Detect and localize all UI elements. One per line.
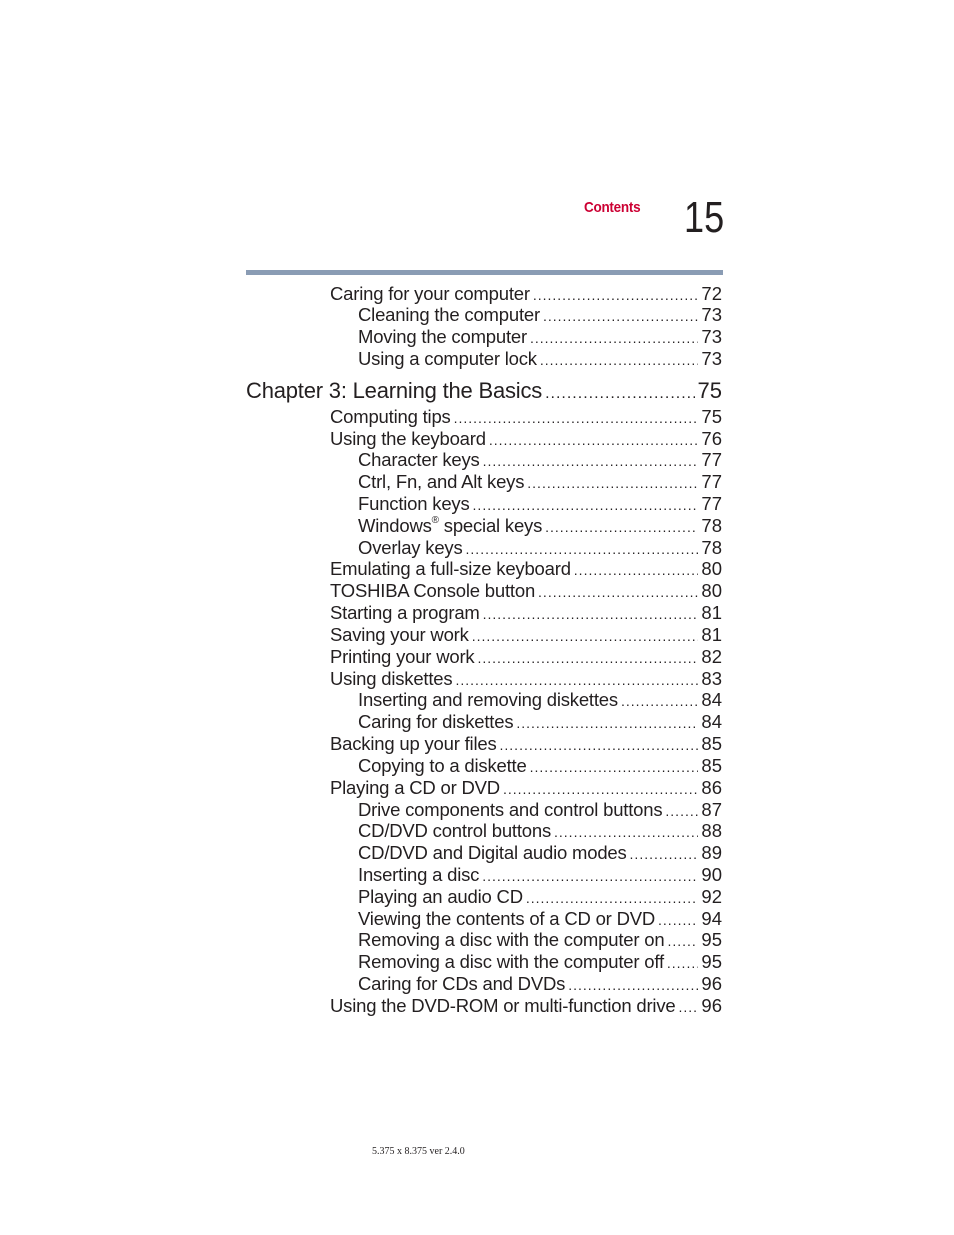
footer-version: 5.375 x 8.375 ver 2.4.0 xyxy=(372,1146,465,1157)
dot-leader xyxy=(483,603,699,625)
toc-entry-page: 73 xyxy=(701,326,722,347)
toc-entry-title xyxy=(330,558,571,580)
toc-entry-title xyxy=(330,733,497,755)
toc-entry[interactable] xyxy=(358,842,722,864)
toc-entry[interactable] xyxy=(358,449,722,471)
toc-entry-page: 82 xyxy=(701,646,722,667)
toc-entry-page: 73 xyxy=(701,348,722,369)
toc-entry-title-text: Caring for diskettes xyxy=(358,711,514,732)
toc-entry[interactable] xyxy=(330,624,722,646)
dot-leader xyxy=(533,284,699,306)
toc-entry-title-text: Emulating a full-size keyboard xyxy=(330,558,571,579)
toc-entry-page: 76 xyxy=(701,428,722,449)
toc-entry-page: 78 xyxy=(701,515,722,536)
dot-leader xyxy=(568,974,698,996)
toc-entry-title-text: Computing tips xyxy=(330,406,451,427)
toc-entry-title-text: TOSHIBA Console button xyxy=(330,580,536,601)
toc-entry-title xyxy=(358,515,542,537)
dot-leader xyxy=(545,516,698,538)
toc-entry-title-text: Moving the computer xyxy=(358,326,527,347)
toc-entry-page: 81 xyxy=(701,602,722,623)
toc-entry[interactable] xyxy=(358,799,722,821)
dot-leader xyxy=(500,734,699,756)
toc-entry-page: 90 xyxy=(701,864,722,885)
toc-entry[interactable] xyxy=(358,689,722,711)
toc-entry[interactable] xyxy=(330,733,722,755)
toc-entry-title xyxy=(358,449,480,471)
dot-leader xyxy=(540,349,699,371)
toc-entry[interactable] xyxy=(330,406,722,428)
dot-leader xyxy=(483,450,699,472)
registered-mark: ® xyxy=(431,515,439,526)
toc-entry[interactable] xyxy=(358,886,722,908)
toc-entry-page: 88 xyxy=(701,820,722,841)
toc-entry-page: 75 xyxy=(697,378,722,403)
dot-leader xyxy=(527,472,698,494)
toc-entry-page: 95 xyxy=(701,951,722,972)
toc-entry[interactable] xyxy=(358,755,722,777)
dot-leader xyxy=(545,381,694,407)
toc-entry-title xyxy=(358,711,513,733)
dot-leader xyxy=(530,756,699,778)
toc-entry-page: 73 xyxy=(701,304,722,325)
dot-leader xyxy=(665,800,698,822)
toc-entry-title-text: Inserting and removing diskettes xyxy=(358,689,618,710)
toc-entry[interactable] xyxy=(358,973,722,995)
dot-leader xyxy=(543,305,698,327)
dot-leader xyxy=(473,494,699,516)
dot-leader xyxy=(678,996,698,1018)
toc-entry-page: 85 xyxy=(701,755,722,776)
toc-entry[interactable] xyxy=(330,558,722,580)
toc-entry-title xyxy=(358,348,537,370)
dot-leader xyxy=(472,625,699,647)
dot-leader xyxy=(454,407,699,429)
toc-entry-title-text: Inserting a disc xyxy=(358,864,480,885)
toc-entry-page: 92 xyxy=(701,886,722,907)
toc-entry-title xyxy=(358,755,527,777)
toc-entry-title xyxy=(358,929,664,951)
toc-entry-title-text: Using the DVD-ROM or multi-function drive xyxy=(330,995,676,1016)
toc-entry[interactable] xyxy=(358,929,722,951)
dot-leader xyxy=(530,327,698,349)
toc-entry-title-text: Cleaning the computer xyxy=(358,304,540,325)
dot-leader xyxy=(667,952,699,974)
toc-entry-title-text: Using diskettes xyxy=(330,668,453,689)
toc-entry-title xyxy=(358,951,664,973)
toc-entry-page: 95 xyxy=(701,929,722,950)
toc-entry-title-text: Playing an audio CD xyxy=(358,886,523,907)
toc-entry-title xyxy=(358,537,463,559)
toc-entry-title-text: CD/DVD and Digital audio modes xyxy=(358,842,627,863)
toc-entry[interactable] xyxy=(358,711,722,733)
toc-entry-page: 77 xyxy=(701,449,722,470)
toc-entry-title-text: Caring for CDs and DVDs xyxy=(358,973,566,994)
dot-leader xyxy=(630,843,699,865)
toc-entry[interactable] xyxy=(358,493,722,515)
dot-leader xyxy=(667,930,698,952)
toc-entry-title-text: CD/DVD control buttons xyxy=(358,820,552,841)
toc-entry[interactable] xyxy=(358,537,722,559)
page-number: 15 xyxy=(684,193,725,242)
toc-entry-page: 84 xyxy=(701,711,722,732)
toc-entry[interactable] xyxy=(358,820,722,842)
toc-entry[interactable] xyxy=(358,864,722,886)
dot-leader xyxy=(574,559,699,581)
toc-entry-title-text: Playing a CD or DVD xyxy=(330,777,500,798)
toc-entry[interactable] xyxy=(358,471,722,493)
toc-entry-page: 81 xyxy=(701,624,722,645)
toc-entry-title-text: Starting a program xyxy=(330,602,480,623)
dot-leader xyxy=(554,821,698,843)
toc-entry-title xyxy=(358,842,627,864)
toc-entry-page: 85 xyxy=(701,733,722,754)
toc-entry[interactable] xyxy=(358,908,722,930)
toc-entry-title xyxy=(330,283,530,305)
toc-entry-page: 96 xyxy=(701,995,722,1016)
dot-leader xyxy=(477,647,698,669)
toc-entry[interactable] xyxy=(358,348,722,370)
dot-leader xyxy=(503,778,698,800)
toc-entry-page: 80 xyxy=(701,558,722,579)
toc-entry-title-text: Viewing the contents of a CD or DVD xyxy=(358,908,656,929)
header-rule xyxy=(246,270,723,275)
toc-entry-title xyxy=(358,864,479,886)
dot-leader xyxy=(526,887,699,909)
toc-entry-title xyxy=(330,646,474,668)
toc-entry-page: 80 xyxy=(701,580,722,601)
toc-entry-title-text: Using a computer lock xyxy=(358,348,537,369)
toc-entry-title xyxy=(358,304,540,326)
toc-entry-page: 96 xyxy=(701,973,722,994)
toc-entry[interactable] xyxy=(330,668,722,690)
toc-entry-title-text: Printing your work xyxy=(330,646,475,667)
toc-entry-title-text: Ctrl, Fn, and Alt keys xyxy=(358,471,525,492)
toc-entry-title xyxy=(330,668,452,690)
toc-entry-page: 89 xyxy=(701,842,722,863)
toc-entry-title xyxy=(358,471,524,493)
dot-leader xyxy=(482,865,698,887)
toc-entry-title xyxy=(330,580,535,602)
toc-entry-title xyxy=(358,973,565,995)
toc-entry[interactable] xyxy=(330,580,722,602)
toc-entry-title xyxy=(358,908,655,930)
dot-leader xyxy=(621,690,698,712)
running-header-label: Contents xyxy=(584,199,641,216)
dot-leader xyxy=(489,429,699,451)
toc-entry-page: 83 xyxy=(701,668,722,689)
toc-entry-title xyxy=(330,995,675,1017)
toc-entry-page: 84 xyxy=(701,689,722,710)
dot-leader xyxy=(466,538,699,560)
toc-entry-title xyxy=(330,624,469,646)
toc-entry-title-rest: special keys xyxy=(438,515,543,536)
toc-entry-title-text: Using the keyboard xyxy=(330,428,486,449)
toc-entry-title-text: Saving your work xyxy=(330,624,469,645)
toc-entry[interactable] xyxy=(358,326,722,348)
toc-entry-page: 78 xyxy=(701,537,722,558)
dot-leader xyxy=(516,712,698,734)
toc-entry-title-text: Chapter 3: Learning the Basics xyxy=(246,378,543,403)
toc-entry-title xyxy=(358,886,523,908)
toc-entry-title-text: Caring for your computer xyxy=(330,283,530,304)
toc-entry[interactable] xyxy=(330,283,722,305)
toc-entry[interactable] xyxy=(358,515,722,537)
toc-entry[interactable] xyxy=(330,646,722,668)
toc-entry-page: 86 xyxy=(701,777,722,798)
toc-entry-title xyxy=(330,428,486,450)
toc-entry-title-text: Copying to a diskette xyxy=(358,755,527,776)
toc-entry-title xyxy=(330,406,451,428)
toc-entry-page: 77 xyxy=(701,493,722,514)
dot-leader xyxy=(455,669,698,691)
toc-entry[interactable] xyxy=(330,602,722,624)
toc-entry-page: 72 xyxy=(701,283,722,304)
toc-entry[interactable] xyxy=(330,777,722,799)
toc-entry-title xyxy=(330,777,500,799)
toc-entry-title xyxy=(358,820,551,842)
toc-entry-title xyxy=(358,493,470,515)
toc-entry-title-text: Windows xyxy=(358,515,432,536)
toc-entry-title-text: Backing up your files xyxy=(330,733,497,754)
toc-entry-title xyxy=(358,689,618,711)
toc-entry-title-text: Removing a disc with the computer on xyxy=(358,929,665,950)
toc-entry-title xyxy=(246,378,542,404)
dot-leader xyxy=(538,581,698,603)
toc-entry-page: 94 xyxy=(701,908,722,929)
toc-entry-title-text: Function keys xyxy=(358,493,470,514)
dot-leader xyxy=(658,909,698,931)
toc-entry[interactable] xyxy=(330,995,722,1017)
toc-entry-title xyxy=(358,326,527,348)
toc-entry-title-text: Drive components and control buttons xyxy=(358,799,663,820)
toc-chapter-entry[interactable] xyxy=(246,378,722,404)
toc-entry-title-text: Overlay keys xyxy=(358,537,463,558)
toc-entry-title-text: Character keys xyxy=(358,449,480,470)
toc-entry-title-text: Removing a disc with the computer off xyxy=(358,951,664,972)
toc-entry-title xyxy=(358,799,662,821)
toc-entry[interactable] xyxy=(330,428,722,450)
toc-entry-title xyxy=(330,602,480,624)
toc-entry-page: 77 xyxy=(701,471,722,492)
toc-entry[interactable] xyxy=(358,304,722,326)
toc-entry-page: 87 xyxy=(701,799,722,820)
toc-entry[interactable] xyxy=(358,951,722,973)
toc-entry-page: 75 xyxy=(701,406,722,427)
